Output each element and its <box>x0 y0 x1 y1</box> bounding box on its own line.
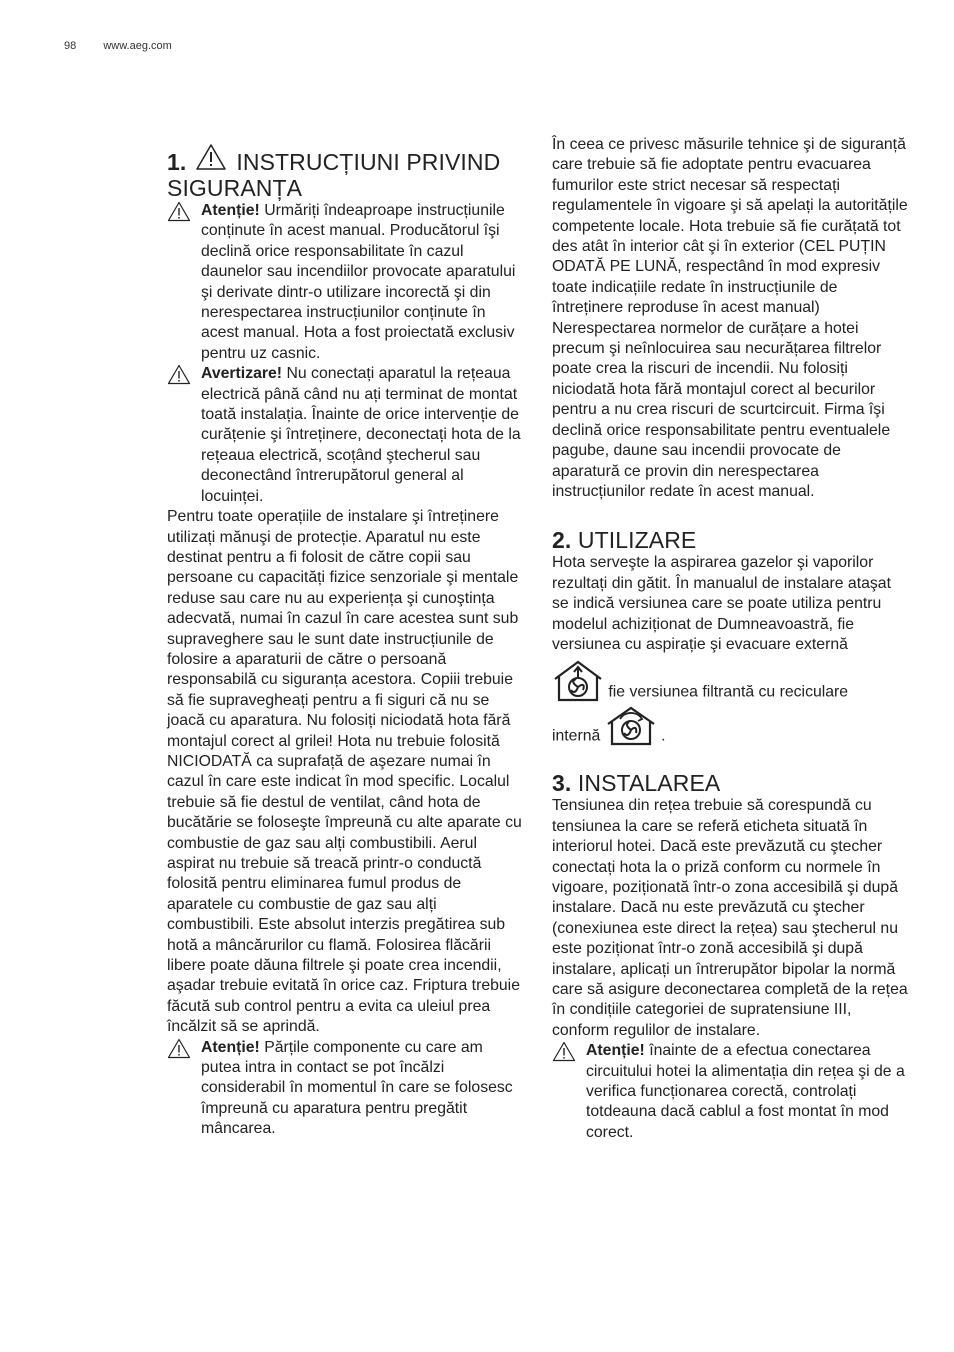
exhaust-house-icon <box>552 659 604 703</box>
section2-heading: 2. UTILIZARE <box>552 527 697 554</box>
safety-body-text: Pentru toate operațiile de instalare şi întreținere utilizați mănuşi de protecție. Aparatul nu este destinat pentru a fi folosit de către copii sau persoane cu capacități fizice senzoriale şi mentale reduse sau care nu au experiența şi cunoştința adecvată, numai în cazul în care acestea sunt sub supraveghere sau le sunt date instrucțiunile de folosire a aparaturii de către o persoană responsabilă cu siguranța acestora. Copiii trebuie să fie supravegheați pentru a fi siguri că nu se joacă cu aparatura. Nu folosiți niciodată hota fără montajul corect al grilei! Hota nu trebuie folosită NICIODATĂ ca suprafață de aşezare numai în cazul în care este indicat în mod specific. Localul trebuie să fie destul de ventilat, când hota de bucătărie se foloseşte împreună cu alte aparate cu combustie de gaz sau alți combustibili. Aerul aspirat nu trebuie să treacă printr-o conductă folosită pentru eliminarea fumul produs de aparatele cu combustie de gaz sau alți combustibili. Este absolut interzis pregătirea sub hotă a mâncărurilor cu flamă. Folosirea flăcării libere poate dăuna filtrele şi poate crea incendii, aşadar trebuie evitată în orice caz. Friptura trebuie făcută sub control pentru a evita ca uleiul prea încălzit să se aprindă. <box>167 508 522 1036</box>
section1-heading: 1. INSTRUCȚIUNI PRIVIND SIGURANȚA <box>167 143 525 201</box>
internal-text: internă <box>552 727 605 745</box>
right-column <box>552 135 908 1143</box>
warning-block-3: Atenție! Părțile componente cu care am putea intra in contact se pot încălzi considerabil în momentul în care se folosesc împreună cu aparatura pentru pregătit mâncarea. <box>167 1038 525 1140</box>
usage-text: Hota serveşte la aspirarea gazelor şi vaporilor rezultați din gătit. În manualul de instalare ataşat se indică versiunea care se poate utiliza pentru modelul achiziționat de Dumneavoastră, fie versiunea cu aspirație şi evacuare externă <box>552 554 891 653</box>
warning-icon <box>195 143 227 171</box>
warning-icon <box>167 201 191 222</box>
warning-icon <box>167 1038 191 1059</box>
warning-block-2: Avertizare! Nu conectați aparatul la rețeaua electrică până când nu ați terminat de montat toată instalația. Înainte de orice intervenție de curățenie şi întreținere, deconectați hota de la rețeaua electrică, scoțând ştecherul sau deconectând întrerupătorul general al locuinței. <box>167 364 525 507</box>
installation-text: Tensiunea din rețea trebuie să corespundă cu tensiunea la care se referă eticheta situată în interiorul hotei. Dacă este prevăzută cu ştecher conectați hota la o priză conform cu normele în vigoare, poziționată într-o zona accesibilă şi după instalare. Dacă nu este prevăzută cu ştecher (conexiunea este direct la rețea) sau ştecherul nu este poziționat într-o zonă accesibilă şi după instalare, aplicați un întrerupător bipolar la normă care să asigure deconectarea completă de la rețea în condițiile categoriei de supratensiune III, conform regulilor de instalare. <box>552 797 908 1039</box>
left-column <box>167 135 525 1140</box>
section3-heading: 3. INSTALAREA <box>552 770 721 797</box>
site-url: www.aeg.com <box>103 40 172 52</box>
warning-icon <box>552 1041 576 1062</box>
recirculation-line <box>552 705 908 747</box>
page-header <box>64 40 172 52</box>
page-number: 98 <box>64 40 77 52</box>
exhaust-line <box>552 659 908 703</box>
period: . <box>661 727 666 745</box>
warning-block-1: Atenție! Urmăriți îndeaproape instrucțiunile conținute în acest manual. Producătorul îşi declină orice responsabilitate în cazul daunelor sau incendiilor provocate aparatului şi derivate dintr-o utilizare incorectă şi din nerespectarea instrucțiunilor conținute în acest manual. Hota a fost proiectată exclusiv pentru uz casnic. <box>167 201 525 364</box>
filter-version-text: fie versiunea filtrantă cu reciculare <box>608 683 849 701</box>
warning-block-4: Atenție! înainte de a efectua conectarea circuitului hotei la alimentația din rețea şi de a verifica funcționarea corectă, controlați totdeauna dacă cablul a fost montat în mod corect. <box>552 1041 908 1143</box>
warning-icon <box>167 364 191 385</box>
recirculation-house-icon <box>605 705 657 747</box>
safety-continued-text: În ceea ce privesc măsurile tehnice şi de siguranță care trebuie să fie adoptate pentru evacuarea fumurilor este strict necesar să respectați regulamentele în vigoare şi să apelați la autoritățile competente locale. Hota trebuie să fie curățată tot des atât în interior cât şi în exterior (CEL PUȚIN ODATĂ PE LUNĂ, respectând în mod expresiv toate indicațiile redate în instrucțiunile de întreținere reproduse în acest manual) Nerespectarea normelor de curățare a hotei precum şi neînlocuirea sau necurățarea filtrelor poate crea la riscuri de incendii. Nu folosiți niciodată hota fără montajul corect al becurilor pentru a nu crea riscuri de scurtcircuit. Firma îşi declină orice responsabilitate pentru eventualele pagube, daune sau incendii provocate de aparatură ce provin din nerespectarea instrucțiunilor redate în acest manual. <box>552 136 908 500</box>
